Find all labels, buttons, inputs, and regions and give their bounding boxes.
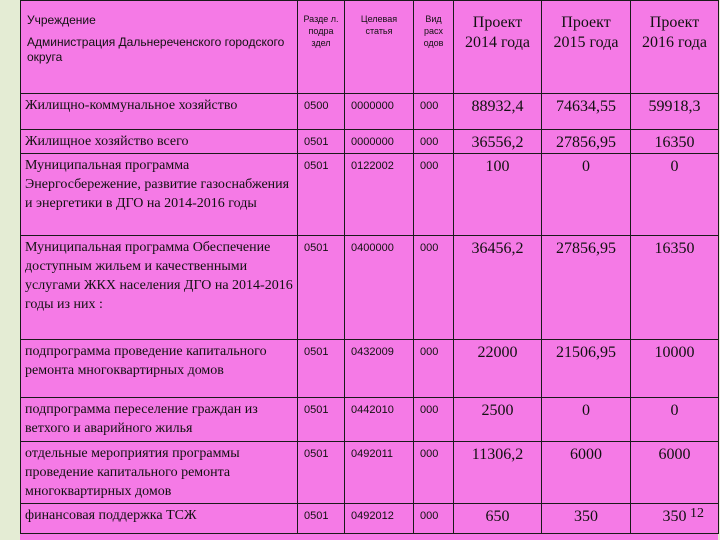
row-kind: 000 xyxy=(414,398,454,442)
org-label: Учреждение xyxy=(27,13,96,27)
table-row xyxy=(21,398,719,442)
row-name: подпрограмма переселение граждан из ветхого и аварийного жилья xyxy=(21,398,298,442)
row-value-2014: 88932,4 xyxy=(454,94,542,130)
table-row xyxy=(21,154,719,236)
row-value-2015: 0 xyxy=(542,154,631,236)
row-article: 0122002 xyxy=(345,154,414,236)
row-value-2016: 10000 xyxy=(631,340,719,398)
row-value-2014: 100 xyxy=(454,154,542,236)
row-value-2015: 27856,95 xyxy=(542,130,631,154)
page-number: 12 xyxy=(690,506,704,521)
row-article: 0432009 xyxy=(345,340,414,398)
year-2016-header: Проект 2016 года xyxy=(631,1,719,94)
row-value-2014: 2500 xyxy=(454,398,542,442)
row-article: 0000000 xyxy=(345,94,414,130)
row-value-2015: 0 xyxy=(542,398,631,442)
row-value-2016: 59918,3 xyxy=(631,94,719,130)
row-name: отдельные мероприятия программы проведение капитального ремонта многоквартирных домов xyxy=(21,442,298,504)
year-2015-header: Проект 2015 года xyxy=(542,1,631,94)
table-row xyxy=(21,236,719,340)
row-value-2014: 650 xyxy=(454,504,542,534)
row-article: 0492012 xyxy=(345,504,414,534)
row-section: 0501 xyxy=(298,130,345,154)
row-name: финансовая поддержка ТСЖ xyxy=(21,504,298,534)
year-2014-header: Проект 2014 года xyxy=(454,1,542,94)
row-name: Жилищное хозяйство всего xyxy=(21,130,298,154)
row-kind: 000 xyxy=(414,94,454,130)
kind-header: Вид расх одов xyxy=(414,1,454,94)
row-article: 0000000 xyxy=(345,130,414,154)
table-row xyxy=(21,442,719,504)
row-value-2014: 22000 xyxy=(454,340,542,398)
row-kind: 000 xyxy=(414,442,454,504)
row-name: Муниципальная программа Энергосбережение, развитие газоснабжения и энергетики в ДГО на 2014-2016 годы xyxy=(21,154,298,236)
row-value-2014: 36456,2 xyxy=(454,236,542,340)
budget-table xyxy=(20,0,719,534)
row-value-2015: 74634,55 xyxy=(542,94,631,130)
row-section: 0501 xyxy=(298,504,345,534)
row-value-2016: 0 xyxy=(631,398,719,442)
row-name: Муниципальная программа Обеспечение доступным жильем и качественными услугами ЖКХ населения ДГО на 2014-2016 годы из них : xyxy=(21,236,298,340)
table-row xyxy=(21,130,719,154)
row-section: 0501 xyxy=(298,236,345,340)
row-section: 0500 xyxy=(298,94,345,130)
row-value-2015: 21506,95 xyxy=(542,340,631,398)
table-row xyxy=(21,340,719,398)
row-value-2016: 0 xyxy=(631,154,719,236)
table-row xyxy=(21,94,719,130)
row-section: 0501 xyxy=(298,442,345,504)
org-name: Администрация Дальнереченского городского округа xyxy=(27,35,285,64)
row-value-2016: 350 xyxy=(631,504,719,534)
row-value-2015: 350 xyxy=(542,504,631,534)
org-header-cell xyxy=(21,1,298,94)
row-article: 0400000 xyxy=(345,236,414,340)
section-header: Разде л. подра здел xyxy=(298,1,345,94)
row-name: Жилищно-коммунальное хозяйство xyxy=(21,94,298,130)
row-section: 0501 xyxy=(298,398,345,442)
header-row xyxy=(21,1,719,94)
row-kind: 000 xyxy=(414,504,454,534)
row-article: 0492011 xyxy=(345,442,414,504)
table-row xyxy=(21,504,719,534)
row-section: 0501 xyxy=(298,340,345,398)
row-value-2014: 36556,2 xyxy=(454,130,542,154)
row-value-2015: 27856,95 xyxy=(542,236,631,340)
row-value-2014: 11306,2 xyxy=(454,442,542,504)
row-kind: 000 xyxy=(414,154,454,236)
row-kind: 000 xyxy=(414,236,454,340)
row-value-2016: 16350 xyxy=(631,130,719,154)
row-value-2016: 6000 xyxy=(631,442,719,504)
row-section: 0501 xyxy=(298,154,345,236)
article-header: Целевая статья xyxy=(345,1,414,94)
row-value-2015: 6000 xyxy=(542,442,631,504)
row-kind: 000 xyxy=(414,130,454,154)
row-value-2016: 16350 xyxy=(631,236,719,340)
row-article: 0442010 xyxy=(345,398,414,442)
row-name: подпрограмма проведение капитального ремонта многоквартирных домов xyxy=(21,340,298,398)
row-kind: 000 xyxy=(414,340,454,398)
budget-sheet xyxy=(20,0,718,540)
